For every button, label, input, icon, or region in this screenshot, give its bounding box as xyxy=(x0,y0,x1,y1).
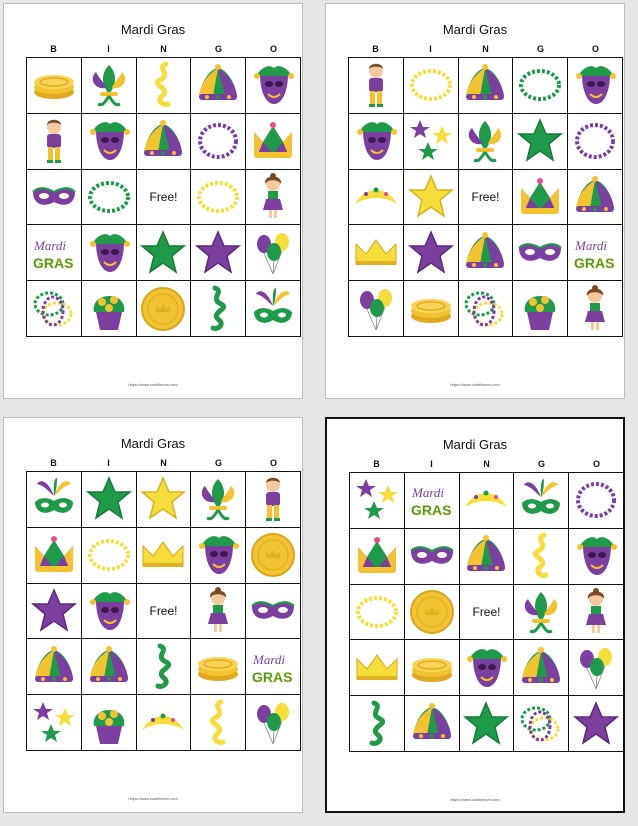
purple-beads-icon xyxy=(570,116,620,166)
svg-text:GRAS: GRAS xyxy=(32,254,74,271)
cupcake-icon xyxy=(515,284,565,334)
balloons-icon xyxy=(351,284,401,334)
jester-mask-icon xyxy=(84,228,134,278)
crown-icon xyxy=(515,172,565,222)
bingo-cell xyxy=(349,225,404,281)
bingo-cell xyxy=(82,281,137,337)
green-star-icon xyxy=(138,228,188,278)
balloons-icon xyxy=(248,698,298,748)
bingo-cell xyxy=(459,58,514,114)
bingo-cell xyxy=(460,640,515,696)
bingo-cell xyxy=(191,114,246,170)
bingo-cell xyxy=(460,529,515,585)
feather-mask-icon xyxy=(248,284,298,334)
bingo-cell xyxy=(246,114,301,170)
bingo-cell xyxy=(191,281,246,337)
bingo-cell xyxy=(459,225,514,281)
bingo-letter: B xyxy=(373,459,380,469)
purple-star-icon xyxy=(571,699,621,749)
footer-url: https://www.cutelilmom.com xyxy=(128,382,178,387)
cupcake-icon xyxy=(84,284,134,334)
bingo-cell xyxy=(349,170,404,226)
svg-text:Mardi: Mardi xyxy=(575,237,608,253)
gold-beads-icon xyxy=(84,530,134,580)
jester-mask-icon xyxy=(84,116,134,166)
bingo-cell xyxy=(405,585,460,641)
jester-hat-icon xyxy=(570,172,620,222)
jester-mask-icon xyxy=(193,530,243,580)
bingo-cell xyxy=(460,585,515,641)
bingo-cell xyxy=(405,473,460,529)
bingo-cell xyxy=(191,695,246,751)
bingo-cell xyxy=(82,584,137,640)
bingo-cell xyxy=(246,281,301,337)
bingo-cell xyxy=(137,639,192,695)
free-space-label: Free! xyxy=(149,189,178,204)
mardi-gras-text-icon xyxy=(407,475,457,525)
bingo-cell xyxy=(82,528,137,584)
bingo-cell xyxy=(459,281,514,337)
bingo-letter: B xyxy=(50,44,57,54)
bingo-cell xyxy=(350,585,405,641)
fleur-icon xyxy=(84,60,134,110)
free-space-label: Free! xyxy=(149,603,178,618)
bingo-cell xyxy=(405,696,460,752)
tiara-icon xyxy=(461,475,511,525)
bingo-cell xyxy=(404,58,459,114)
jester-hat-icon xyxy=(460,228,510,278)
stars-icon xyxy=(352,475,402,525)
bingo-letter: B xyxy=(372,44,379,54)
bingo-cell xyxy=(27,225,82,281)
swirl-icon xyxy=(138,60,188,110)
bingo-letter: I xyxy=(429,44,432,54)
bingo-cell xyxy=(568,114,623,170)
balloons-icon xyxy=(571,643,621,693)
boy-icon xyxy=(351,60,401,110)
purple-star-icon xyxy=(406,228,456,278)
bingo-cell xyxy=(27,584,82,640)
stars-icon xyxy=(29,698,79,748)
green-beads-icon xyxy=(515,60,565,110)
bingo-cell xyxy=(137,584,192,640)
bingo-cell xyxy=(514,696,569,752)
bingo-cell xyxy=(246,639,301,695)
bingo-cell xyxy=(513,114,568,170)
balloons-icon xyxy=(248,228,298,278)
jester-mask-icon xyxy=(571,531,621,581)
girl-icon xyxy=(193,586,243,636)
card-title: Mardi Gras xyxy=(442,437,508,452)
svg-text:Mardi: Mardi xyxy=(33,237,66,253)
bingo-cell xyxy=(27,472,82,528)
coins-icon xyxy=(29,60,79,110)
green-star-icon xyxy=(515,116,565,166)
bingo-cell xyxy=(350,529,405,585)
card-title: Mardi Gras xyxy=(442,22,508,37)
bingo-letter: O xyxy=(592,459,600,469)
bingo-letters xyxy=(348,44,623,54)
bingo-cell xyxy=(568,281,623,337)
bingo-cell xyxy=(568,225,623,281)
purple-star-icon xyxy=(29,586,79,636)
bingo-letters xyxy=(26,458,301,468)
bingo-grid xyxy=(349,472,624,752)
bingo-cell xyxy=(246,528,301,584)
stars-icon xyxy=(406,116,456,166)
free-space-label: Free! xyxy=(471,189,500,204)
jester-mask-icon xyxy=(570,60,620,110)
jester-hat-icon xyxy=(84,642,134,692)
bingo-letters xyxy=(26,44,301,54)
gold-beads-icon xyxy=(406,60,456,110)
tiara-icon xyxy=(351,172,401,222)
bingo-letter: N xyxy=(160,458,167,468)
bingo-cell xyxy=(27,114,82,170)
bingo-cell xyxy=(191,639,246,695)
bingo-grid xyxy=(348,57,623,337)
boy-icon xyxy=(248,474,298,524)
bingo-cell xyxy=(137,528,192,584)
bingo-cell xyxy=(137,170,192,226)
boy-icon xyxy=(29,116,79,166)
bingo-cell xyxy=(404,170,459,226)
bingo-cell xyxy=(459,170,514,226)
svg-text:Mardi: Mardi xyxy=(411,485,444,501)
jester-hat-icon xyxy=(138,116,188,166)
bingo-cell xyxy=(191,584,246,640)
yellow-star-icon xyxy=(406,172,456,222)
bingo-cell xyxy=(350,640,405,696)
bingo-cell xyxy=(350,696,405,752)
svg-text:GRAS: GRAS xyxy=(410,502,452,519)
bingo-cell xyxy=(514,473,569,529)
bingo-cell xyxy=(82,225,137,281)
bingo-cell xyxy=(246,584,301,640)
bingo-cell xyxy=(191,58,246,114)
bingo-cell xyxy=(349,281,404,337)
mask-icon xyxy=(407,531,457,581)
bingo-cell xyxy=(137,472,192,528)
tiara-icon xyxy=(138,698,188,748)
fleur-icon xyxy=(460,116,510,166)
bingo-letter: I xyxy=(430,459,433,469)
girl-icon xyxy=(570,284,620,334)
svg-text:GRAS: GRAS xyxy=(252,668,293,685)
jester-mask-icon xyxy=(351,116,401,166)
jester-mask-icon xyxy=(461,643,511,693)
bingo-cell xyxy=(349,58,404,114)
crown-icon xyxy=(352,531,402,581)
mardi-gras-text-icon xyxy=(570,228,620,278)
bingo-cell xyxy=(513,170,568,226)
yellow-star-icon xyxy=(138,474,188,524)
bingo-cell xyxy=(569,585,624,641)
gold-coin-icon xyxy=(407,587,457,637)
coins-icon xyxy=(407,643,457,693)
gold-crown-icon xyxy=(352,643,402,693)
green-beads-icon xyxy=(84,172,134,222)
crown-icon xyxy=(248,116,298,166)
bingo-cell xyxy=(459,114,514,170)
mixed-beads-icon xyxy=(29,284,79,334)
bingo-letter: B xyxy=(50,458,57,468)
mask-icon xyxy=(515,228,565,278)
swirl-icon xyxy=(516,531,566,581)
bingo-letters xyxy=(349,459,624,469)
bingo-card-3 xyxy=(3,417,303,813)
gold-crown-icon xyxy=(351,228,401,278)
svg-text:GRAS: GRAS xyxy=(574,254,615,271)
bingo-cell xyxy=(27,639,82,695)
bingo-letter: G xyxy=(214,44,222,54)
bingo-cell xyxy=(191,528,246,584)
bingo-cell xyxy=(82,639,137,695)
purple-star-icon xyxy=(193,228,243,278)
bingo-cell xyxy=(137,695,192,751)
green-star-icon xyxy=(84,474,134,524)
bingo-cell xyxy=(514,529,569,585)
bingo-letter: I xyxy=(107,458,110,468)
girl-icon xyxy=(248,172,298,222)
bingo-cell xyxy=(82,58,137,114)
jester-hat-icon xyxy=(460,60,510,110)
bingo-letter: N xyxy=(160,44,167,54)
gold-coin-icon xyxy=(248,530,298,580)
bingo-cell xyxy=(27,170,82,226)
bingo-cell xyxy=(82,114,137,170)
green-swirl-icon xyxy=(193,284,243,334)
jester-mask-icon xyxy=(248,60,298,110)
jester-hat-icon xyxy=(193,60,243,110)
bingo-cell xyxy=(513,58,568,114)
bingo-letter: I xyxy=(107,44,110,54)
bingo-cell xyxy=(404,225,459,281)
footer-url: https://www.cutelilmom.com xyxy=(450,797,500,802)
bingo-cell xyxy=(191,472,246,528)
jester-mask-icon xyxy=(84,586,134,636)
gold-crown-icon xyxy=(138,530,188,580)
footer-url: https://www.cutelilmom.com xyxy=(450,382,500,387)
bingo-cell xyxy=(27,695,82,751)
bingo-cell xyxy=(513,281,568,337)
bingo-cell xyxy=(137,281,192,337)
bingo-cell xyxy=(82,695,137,751)
jester-hat-icon xyxy=(407,699,457,749)
bingo-grid xyxy=(26,471,301,751)
bingo-card-2 xyxy=(325,3,625,399)
bingo-letter: O xyxy=(591,44,599,54)
bingo-cell xyxy=(514,640,569,696)
mask-icon xyxy=(248,586,298,636)
mixed-beads-icon xyxy=(516,699,566,749)
feather-mask-icon xyxy=(516,475,566,525)
footer-url: https://www.cutelilmom.com xyxy=(128,796,178,801)
fleur-icon xyxy=(193,474,243,524)
bingo-letter: O xyxy=(269,458,277,468)
mixed-beads-icon xyxy=(460,284,510,334)
mardi-gras-text-icon xyxy=(29,228,79,278)
green-star-icon xyxy=(461,699,511,749)
bingo-grid xyxy=(26,57,301,337)
mask-icon xyxy=(29,172,79,222)
green-swirl-icon xyxy=(138,642,188,692)
swirl-icon xyxy=(193,698,243,748)
jester-hat-icon xyxy=(516,643,566,693)
bingo-cell xyxy=(460,696,515,752)
bingo-cell xyxy=(514,585,569,641)
gold-coin-icon xyxy=(138,284,188,334)
bingo-cell xyxy=(191,225,246,281)
bingo-cell xyxy=(349,114,404,170)
bingo-letter: G xyxy=(214,458,222,468)
bingo-cell xyxy=(568,170,623,226)
cupcake-icon xyxy=(84,698,134,748)
bingo-card-1 xyxy=(3,3,303,399)
bingo-letter: N xyxy=(483,459,490,469)
feather-mask-icon xyxy=(29,474,79,524)
bingo-cell xyxy=(569,696,624,752)
bingo-cell xyxy=(246,472,301,528)
card-title: Mardi Gras xyxy=(120,22,186,37)
coins-icon xyxy=(406,284,456,334)
crown-icon xyxy=(29,530,79,580)
green-swirl-icon xyxy=(352,699,402,749)
bingo-card-4 xyxy=(325,417,625,813)
gold-beads-icon xyxy=(352,587,402,637)
bingo-cell xyxy=(246,170,301,226)
bingo-cell xyxy=(82,170,137,226)
fleur-icon xyxy=(516,587,566,637)
jester-hat-icon xyxy=(461,531,511,581)
bingo-cell xyxy=(350,473,405,529)
bingo-cell xyxy=(27,281,82,337)
gold-beads-icon xyxy=(193,172,243,222)
bingo-letter: G xyxy=(536,44,544,54)
bingo-cell xyxy=(246,695,301,751)
bingo-cell xyxy=(569,473,624,529)
mardi-gras-text-icon xyxy=(248,642,298,692)
bingo-cell xyxy=(137,225,192,281)
purple-beads-icon xyxy=(193,116,243,166)
bingo-cell xyxy=(405,529,460,585)
bingo-letter: O xyxy=(269,44,277,54)
bingo-cell xyxy=(460,473,515,529)
coins-icon xyxy=(193,642,243,692)
bingo-cell xyxy=(404,281,459,337)
free-space-label: Free! xyxy=(472,604,501,619)
bingo-cell xyxy=(569,640,624,696)
bingo-cell xyxy=(404,114,459,170)
bingo-cell xyxy=(513,225,568,281)
bingo-cell xyxy=(569,529,624,585)
bingo-cell xyxy=(246,58,301,114)
card-title: Mardi Gras xyxy=(120,436,186,451)
bingo-cell xyxy=(405,640,460,696)
purple-beads-icon xyxy=(571,475,621,525)
bingo-cell xyxy=(137,114,192,170)
svg-text:Mardi: Mardi xyxy=(253,651,286,667)
bingo-cell xyxy=(82,472,137,528)
bingo-cell xyxy=(191,170,246,226)
jester-hat-icon xyxy=(29,642,79,692)
bingo-cell xyxy=(568,58,623,114)
bingo-letter: N xyxy=(482,44,489,54)
bingo-cell xyxy=(27,58,82,114)
bingo-cell xyxy=(137,58,192,114)
girl-icon xyxy=(571,587,621,637)
bingo-letter: G xyxy=(537,459,545,469)
bingo-cell xyxy=(27,528,82,584)
bingo-cell xyxy=(246,225,301,281)
